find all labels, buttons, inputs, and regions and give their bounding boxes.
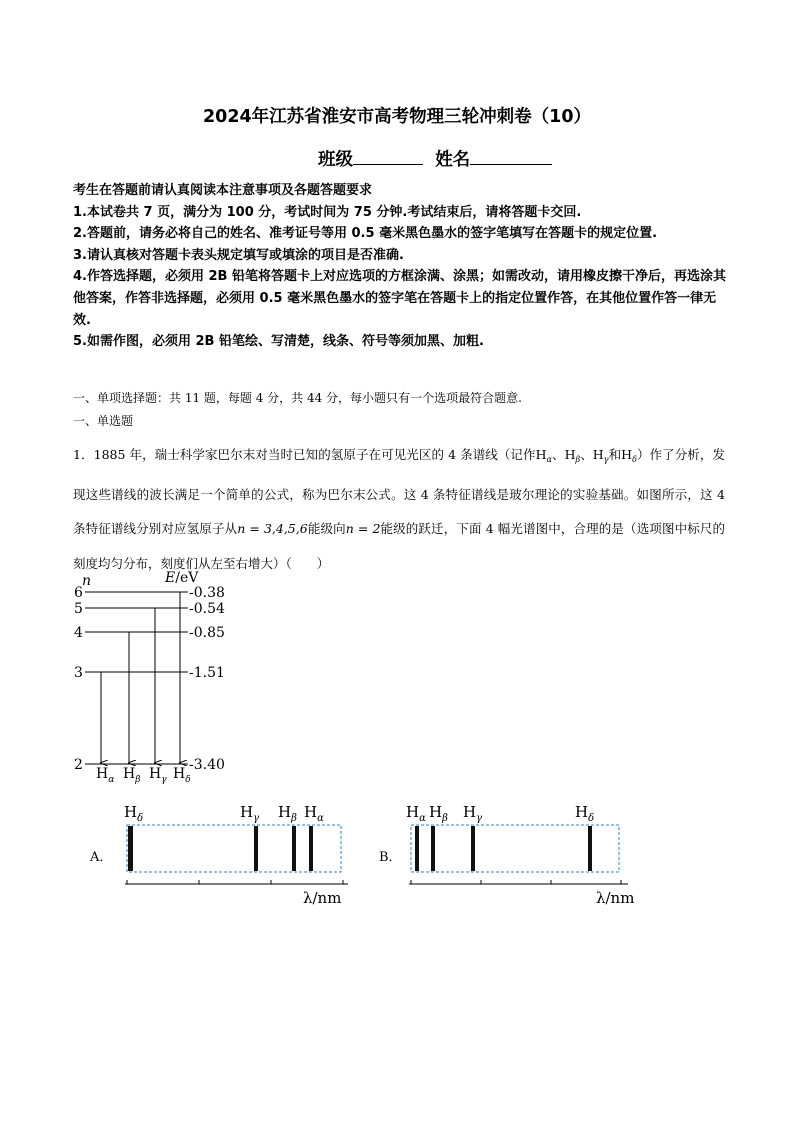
line-label-beta: $H_\beta$ <box>123 766 141 785</box>
line-label-delta: $H_\delta$ <box>124 803 144 824</box>
line-label-beta: $H_\beta$ <box>278 803 297 824</box>
spectral-line-gamma <box>471 826 475 871</box>
instructions <box>73 180 733 353</box>
q1-text: 能级的跃迁，下面 4 幅光谱图中，合理的是（选项图中标尺的刻度均匀分布，刻度们从左至右增大）（ ） <box>73 521 725 571</box>
class-label: 班级 <box>318 150 353 170</box>
spectral-line-beta <box>292 826 296 871</box>
line-label-alpha: $H_\alpha$ <box>406 803 426 824</box>
h-gamma-symbol: $H_\gamma$ <box>592 447 609 464</box>
spectrum-frame <box>411 825 619 872</box>
level-n-label: 2 <box>74 757 83 773</box>
line-label-alpha: $H_\alpha$ <box>304 803 324 824</box>
instruction-item: 4.作答选择题，必须用 2B 铅笔将答题卡上对应选项的方框涂满、涂黑；如需改动，请用橡皮擦干净后，再选涂其他答案，作答非选择题，必须用 0.5 毫米黑色墨水的签字笔在答题卡上的指定位置作答，在其他位置作答一律无效. <box>73 269 726 328</box>
energy-level-diagram <box>68 566 278 788</box>
line-label-delta: $H_\delta$ <box>575 803 595 824</box>
option-a-label[interactable]: A． <box>90 850 113 865</box>
instruction-item: 1.本试卷共 7 页，满分为 100 分，考试时间为 75 分钟.考试结束后，请将答题卡交回. <box>73 204 582 220</box>
n-axis-label: n <box>82 573 92 589</box>
name-label: 姓名 <box>435 150 471 170</box>
level-n-label: 4 <box>74 625 83 641</box>
spectral-line-alpha <box>415 826 419 871</box>
instruction-item: 5.如需作图，必须用 2B 铅笔绘、写清楚，线条、符号等须加黑、加粗. <box>73 334 484 350</box>
h-delta-symbol: $H_\delta$ <box>621 447 637 464</box>
axis-label: λ/nm <box>596 889 635 907</box>
e-axis-label: E/eV <box>165 570 199 586</box>
axis-label: λ/nm <box>303 889 342 907</box>
option-a-spectrum <box>116 796 362 908</box>
instructions-heading: 考生在答题前请认真阅读本注意事项及各题答题要求 <box>73 183 373 198</box>
instruction-item: 3.请认真核对答题卡表头规定填写或填涂的项目是否准确. <box>73 247 404 263</box>
line-label-gamma: $H_\gamma$ <box>149 766 167 785</box>
h-beta-symbol: $H_\beta$ <box>564 447 581 464</box>
section-subheading: 一、单选题 <box>73 414 134 428</box>
line-label-gamma: $H_\gamma$ <box>463 803 483 824</box>
level-e-label: -3.40 <box>189 757 225 773</box>
h-alpha-symbol: $H_\alpha$ <box>535 447 552 464</box>
option-b-spectrum <box>400 796 646 908</box>
spectrum-frame <box>127 825 341 872</box>
level-e-label: -1.51 <box>189 665 225 681</box>
n-to: n = 2 <box>345 521 381 536</box>
spectral-line-delta <box>588 826 592 871</box>
question-1-text: 1．1885 年，瑞士科学家巴尔末对当时已知的氢原子在可见光区的 4 条谱线（记作$H_\alpha$、$H_\beta$、$H_\gamma$和$H_\delta$）作了分析，发现这些谱线的波长满足一个简单的公式，称为巴尔末公式。这 4 条特征谱线是玻尔理论的实验基础。如图所示，这 4 条特征谱线分别对应氢原子从n = 3,4,5,6能级向n = 2能级的跃迁，下面 4 幅光谱图中，合理的是（选项图中标尺的刻度均匀分布，刻度们从左至右增大）（ ） <box>73 447 726 571</box>
level-e-label: -0.85 <box>189 625 225 641</box>
instruction-item: 2.答题前，请务必将自己的姓名、准考证号等用 0.5 毫米黑色墨水的签字笔填写在答题卡的规定位置. <box>73 226 658 242</box>
option-b-label[interactable]: B． <box>379 850 402 865</box>
student-info-line <box>318 146 552 171</box>
q1-text: 1．1885 年，瑞士科学家巴尔末对当时已知的氢原子在可见光区的 4 条谱线（记作 <box>73 447 536 462</box>
class-blank[interactable] <box>353 149 423 165</box>
level-e-label: -0.54 <box>189 601 225 617</box>
section-heading: 一、单项选择题：共 11 题，每题 4 分，共 44 分，每小题只有一个选项最符合题意. <box>73 391 522 405</box>
level-e-label: -0.38 <box>189 585 225 601</box>
spectral-line-beta <box>431 826 435 871</box>
line-label-delta: $H_\delta$ <box>173 766 191 785</box>
line-label-beta: $H_\beta$ <box>429 803 448 824</box>
line-label-alpha: $H_\alpha$ <box>96 766 115 785</box>
q1-text: ）作了分析，发现这些谱线的波长满足一个简单的公式，称为巴尔末公式。这 4 条特征谱线是玻尔理论的实验基础。如图所示，这 4 条特征谱线分别对应氢原子从 <box>73 447 726 536</box>
spectral-line-gamma <box>254 826 258 871</box>
level-n-label: 6 <box>74 585 83 601</box>
line-label-gamma: $H_\gamma$ <box>240 803 260 824</box>
n-from: n = 3,4,5,6 <box>237 521 308 536</box>
spectral-line-delta <box>128 826 133 871</box>
page-title: 2024年江苏省淮安市高考物理三轮冲刺卷（10） <box>202 107 592 127</box>
level-n-label: 3 <box>74 665 83 681</box>
spectral-line-alpha <box>309 826 313 871</box>
level-n-label: 5 <box>74 601 83 617</box>
name-blank[interactable] <box>470 149 552 165</box>
